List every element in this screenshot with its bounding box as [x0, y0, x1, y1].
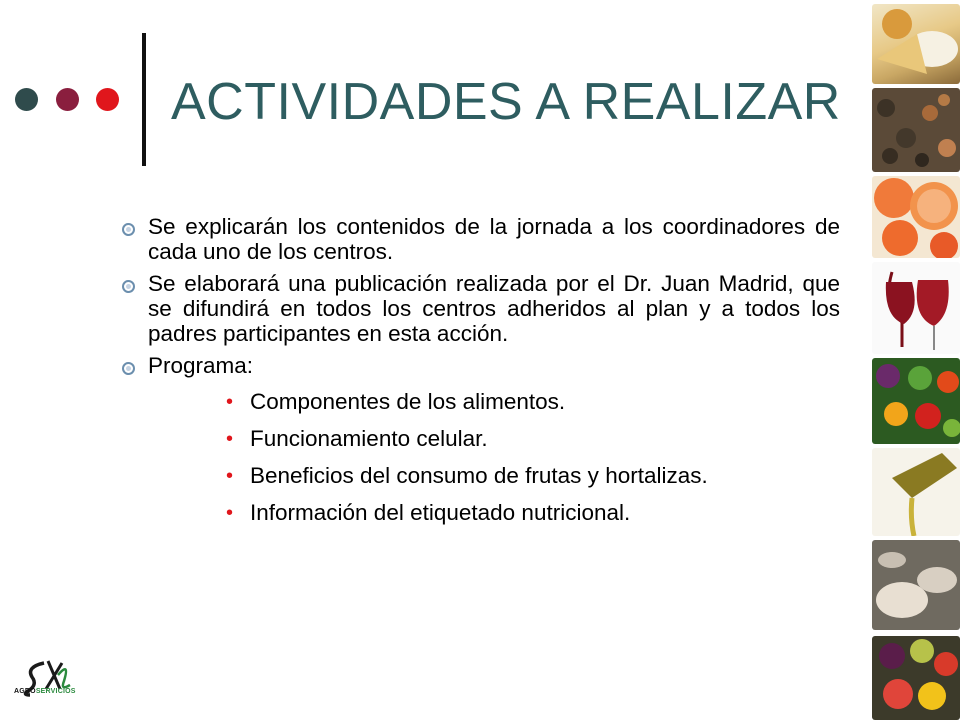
slide-title: ACTIVIDADES A REALIZAR: [171, 73, 841, 131]
agroservicios-logo: [18, 655, 80, 703]
program-item: • Componentes de los alimentos.: [226, 389, 566, 414]
decor-dot-red: [96, 88, 119, 111]
olive-oil-photo: [872, 448, 960, 536]
bullet-icon: [122, 280, 135, 293]
pigs-photo: [872, 540, 960, 630]
fruits-photo: [872, 636, 960, 720]
title-divider: [142, 33, 146, 166]
red-bullet-icon: •: [226, 465, 234, 487]
logo-wordmark: AGROSERVICIOS: [14, 688, 76, 695]
bullet-icon: [122, 362, 135, 375]
red-bullet-icon: •: [226, 391, 234, 413]
red-bullet-icon: •: [226, 428, 234, 450]
bullet-item: [118, 353, 840, 378]
bullet-item: [118, 214, 840, 264]
decor-dot-maroon: [56, 88, 79, 111]
food-photo-strip: [872, 0, 960, 720]
program-item: • Funcionamiento celular.: [226, 426, 488, 451]
red-bullet-icon: •: [226, 502, 234, 524]
bullet-text: Programa:: [148, 353, 254, 378]
bullet-item: [118, 271, 840, 346]
bullet-icon: [122, 223, 135, 236]
slide-body: [118, 214, 840, 536]
vegetables-photo: [872, 358, 960, 444]
bullet-text: Se explicarán los contenidos de la jornada a los coordinadores de cada uno de los centros.: [148, 214, 840, 264]
wine-glasses-photo: [872, 262, 960, 354]
feed-pellets-photo: [872, 88, 960, 172]
program-list: [226, 388, 840, 527]
bullet-text: Se elaborará una publicación realizada por el Dr. Juan Madrid, que se difundirá en todos los centros adheridos al plan y a todos los padres participantes en esta acción.: [148, 271, 840, 346]
program-item: • Beneficios del consumo de frutas y hortalizas.: [226, 463, 708, 488]
program-item: • Información del etiquetado nutricional.: [226, 500, 631, 525]
grapefruit-photo: [872, 176, 960, 258]
cheese-photo: [872, 4, 960, 84]
decor-dot-dark: [15, 88, 38, 111]
